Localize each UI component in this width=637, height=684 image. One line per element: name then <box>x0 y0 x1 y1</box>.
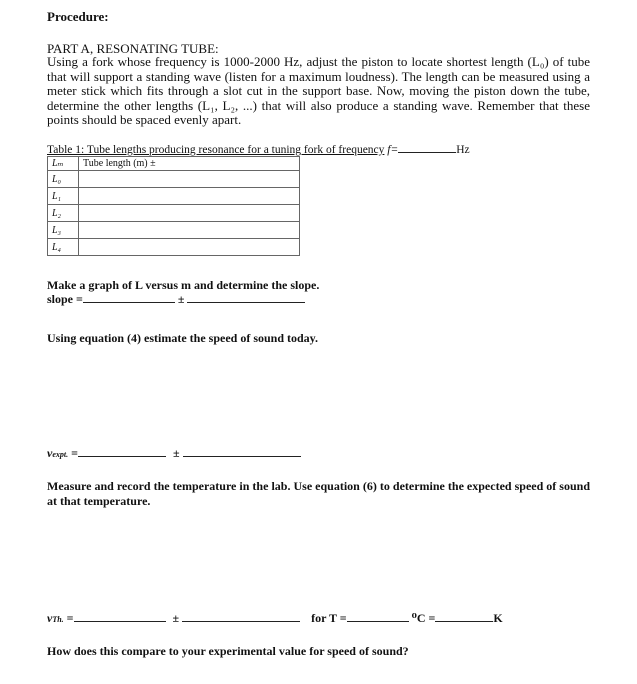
frequency-unit: Hz <box>456 144 470 156</box>
slope-uncertainty-blank[interactable] <box>187 302 305 303</box>
tube-length-cell-l3[interactable] <box>79 222 300 239</box>
table-row <box>48 222 300 239</box>
v-expt-line <box>47 446 301 461</box>
tube-length-cell-l1[interactable] <box>79 188 300 205</box>
table-row <box>48 171 300 188</box>
slope-pm: ± <box>177 292 185 306</box>
compare-question: How does this compare to your experimental value for speed of sound? <box>47 644 409 658</box>
v-expt-sub: expt. <box>52 450 69 459</box>
kelvin-label: K <box>493 611 503 625</box>
tube-length-cell-l2[interactable] <box>79 205 300 222</box>
table-row <box>48 205 300 222</box>
v-th-label: v <box>47 611 53 625</box>
row-label-l4: L₄ <box>48 239 79 256</box>
table-caption <box>47 144 470 156</box>
row-label-l3: L₃ <box>48 222 79 239</box>
v-expt-equals: = <box>71 446 78 460</box>
v-th-sub: Th. <box>52 615 64 624</box>
slope-label: slope = <box>47 292 83 306</box>
slope-line <box>47 292 305 307</box>
celsius-label: ⁰C = <box>411 611 436 625</box>
v-th-equals: = <box>66 611 74 625</box>
procedure-heading: Procedure: <box>47 9 109 24</box>
table-row <box>48 188 300 205</box>
v-th-line <box>47 611 503 626</box>
v-expt-uncertainty-blank[interactable] <box>183 456 301 457</box>
v-th-uncertainty-blank[interactable] <box>182 621 300 622</box>
col-header-tube-length: Tube length (m) ± <box>79 157 300 171</box>
procedure-paragraph: Using a fork whose frequency is 1000-2000 Hz, adjust the piston to locate shortest length (L₀) of tube that will support a standing wave (listen for a maximum loudness). The length can be measured using a meter stick which fits through a slot cut in the support base. Now, moving the piston down the tube, determine the other lengths (L₁, L₂, ...) that will also produce a standing wave. Remember that these points should be spaced evenly apart. <box>47 54 590 128</box>
v-expt-label: v <box>47 446 53 460</box>
for-t-label: for T = <box>311 611 347 625</box>
frequency-blank[interactable] <box>398 152 456 153</box>
table-row <box>48 239 300 256</box>
slope-value-blank[interactable] <box>83 302 175 303</box>
v-expt-pm: ± <box>172 446 180 460</box>
col-header-lm: Lₘ <box>48 157 79 171</box>
part-a-title: PART A, RESONATING TUBE: <box>47 41 219 56</box>
speed-instruction: Using equation (4) estimate the speed of sound today. <box>47 331 319 345</box>
temperature-celsius-blank[interactable] <box>347 621 409 622</box>
tube-length-cell-l4[interactable] <box>79 239 300 256</box>
tube-length-cell-l0[interactable] <box>79 171 300 188</box>
temperature-kelvin-blank[interactable] <box>435 621 493 622</box>
row-label-l2: L₂ <box>48 205 79 222</box>
row-label-l0: L₀ <box>48 171 79 188</box>
table-caption-text: Table 1: Tube lengths producing resonance for a tuning fork of frequency <box>47 144 385 156</box>
frequency-symbol: f= <box>387 144 399 156</box>
v-th-pm: ± <box>172 611 180 625</box>
temperature-instruction: Measure and record the temperature in the lab. Use equation (6) to determine the expected speed of sound at that temperature. <box>47 479 590 508</box>
graph-instruction: Make a graph of L versus m and determine the slope. <box>47 278 320 292</box>
v-th-value-blank[interactable] <box>74 621 166 622</box>
v-expt-value-blank[interactable] <box>78 456 166 457</box>
tube-length-table <box>47 156 300 256</box>
table-header-row <box>48 157 300 171</box>
row-label-l1: L₁ <box>48 188 79 205</box>
